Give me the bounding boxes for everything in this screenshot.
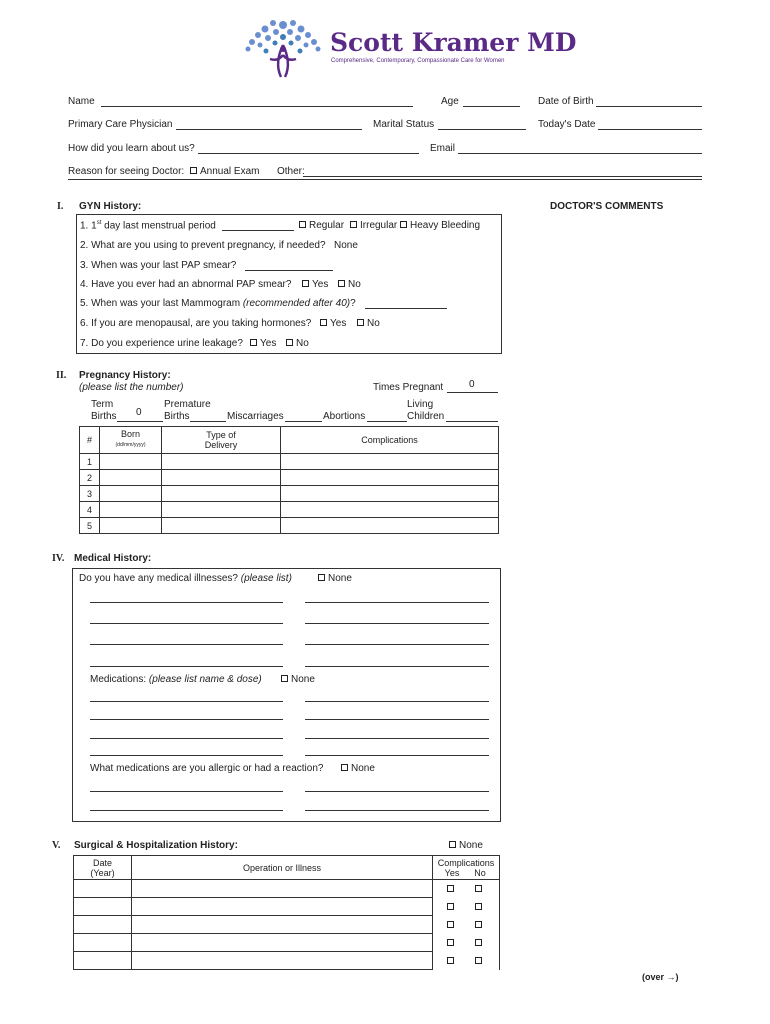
marital-field[interactable]: [438, 129, 526, 130]
heavy-bleeding-option[interactable]: Heavy Bleeding: [400, 220, 480, 231]
checkbox-icon: [475, 957, 482, 964]
col-date: Date (Year): [74, 856, 132, 880]
illness-none-option[interactable]: None: [318, 573, 352, 584]
term-births-label: Births: [91, 411, 117, 422]
leakage-yes[interactable]: Yes: [250, 338, 276, 349]
complications-cell: [433, 934, 500, 952]
write-in-line[interactable]: [305, 791, 489, 792]
checkbox-icon: [447, 885, 454, 892]
write-in-line[interactable]: [90, 755, 283, 756]
write-in-line[interactable]: [305, 719, 489, 720]
write-in-line[interactable]: [90, 666, 283, 667]
operation-cell[interactable]: [132, 934, 433, 952]
table-row: 4: [80, 502, 499, 518]
operation-cell[interactable]: [132, 898, 433, 916]
complications-no-checkbox[interactable]: [466, 938, 494, 948]
living-label: Living: [407, 399, 434, 410]
write-in-line[interactable]: [305, 644, 489, 645]
abortions-label: Abortions: [323, 411, 366, 422]
age-field[interactable]: [463, 106, 520, 107]
complications-no-checkbox[interactable]: [466, 884, 494, 894]
premature-births-field[interactable]: [190, 421, 226, 422]
checkbox-icon: [320, 319, 327, 326]
dob-label: Date of Birth: [538, 96, 594, 107]
table-row: 2: [80, 470, 499, 486]
email-label: Email: [430, 143, 456, 154]
gyn-q2: 2. What are you using to prevent pregnancy, if needed?: [80, 240, 326, 251]
term-births-field[interactable]: [117, 421, 163, 422]
section-title: Medical History:: [74, 553, 152, 564]
operation-cell[interactable]: [132, 880, 433, 898]
surgical-rows: [74, 880, 500, 970]
reason-line: [68, 179, 702, 180]
gyn-q3: 3. When was your last PAP smear?: [80, 260, 237, 271]
medications-label: Medications: (please list name & dose): [90, 674, 262, 685]
heard-label: How did you learn about us?: [68, 143, 195, 154]
allergy-question: What medications are you allergic or had a reaction?: [90, 763, 324, 774]
write-in-line[interactable]: [90, 810, 283, 811]
write-in-line[interactable]: [305, 623, 489, 624]
complications-cell: [433, 916, 500, 934]
section-title: Pregnancy History:: [79, 370, 171, 381]
write-in-line[interactable]: [305, 738, 489, 739]
miscarriages-field[interactable]: [285, 421, 322, 422]
checkbox-icon: [357, 319, 364, 326]
complications-cell: [433, 898, 500, 916]
heard-field[interactable]: [198, 153, 419, 154]
complications-yes-checkbox[interactable]: [438, 884, 466, 894]
medical-box: [72, 568, 501, 822]
brand-name: Scott Kramer MD: [330, 28, 577, 57]
write-in-line[interactable]: [305, 755, 489, 756]
write-in-line[interactable]: [305, 666, 489, 667]
write-in-line[interactable]: [90, 602, 283, 603]
premature-births-label: Births: [164, 411, 190, 422]
surgical-none-option[interactable]: None: [449, 840, 483, 851]
write-in-line[interactable]: [90, 791, 283, 792]
date-cell[interactable]: [74, 916, 132, 934]
pregnancy-table-header: [80, 427, 499, 454]
annual-exam-option[interactable]: Annual Exam: [190, 166, 259, 177]
write-in-line[interactable]: [90, 738, 283, 739]
col-delivery: Type of Delivery: [162, 427, 281, 454]
hormones-no[interactable]: No: [357, 318, 380, 329]
write-in-line[interactable]: [305, 701, 489, 702]
gyn-q4: 4. Have you ever had an abnormal PAP smear?: [80, 279, 292, 290]
checkbox-icon: [475, 903, 482, 910]
complications-yes-checkbox[interactable]: [438, 956, 466, 966]
write-in-line[interactable]: [90, 701, 283, 702]
col-complications: Complications Yes No: [433, 856, 500, 880]
surgical-table: [73, 855, 500, 970]
times-pregnant-label: Times Pregnant: [373, 382, 444, 393]
checkbox-icon: [447, 921, 454, 928]
lmp-field[interactable]: [222, 230, 294, 231]
times-pregnant-value: 0: [469, 379, 475, 390]
section-numeral: II.: [56, 370, 67, 381]
pregnancy-table: [79, 426, 499, 534]
section-title: GYN History:: [79, 201, 142, 212]
complications-cell: [433, 952, 500, 970]
checkbox-icon: [350, 221, 357, 228]
checkbox-icon: [341, 764, 348, 771]
other-field[interactable]: [303, 176, 702, 177]
miscarriages-label: Miscarriages: [227, 411, 284, 422]
checkbox-icon: [190, 167, 197, 174]
premature-label: Premature: [164, 399, 211, 410]
abnormal-pap-no[interactable]: No: [338, 279, 361, 290]
leakage-no[interactable]: No: [286, 338, 309, 349]
checkbox-icon: [449, 841, 456, 848]
operation-cell[interactable]: [132, 952, 433, 970]
date-cell[interactable]: [74, 934, 132, 952]
operation-cell[interactable]: [132, 916, 433, 934]
term-births-value: 0: [136, 407, 142, 418]
other-label: Other:: [277, 166, 305, 177]
pregnancy-note: (please list the number): [79, 382, 184, 393]
checkbox-icon: [302, 280, 309, 287]
date-cell[interactable]: [74, 952, 132, 970]
over-label: (over →): [642, 972, 679, 982]
table-row: 1: [80, 454, 499, 470]
write-in-line[interactable]: [90, 644, 283, 645]
allergy-none-option[interactable]: None: [341, 763, 375, 774]
checkbox-icon: [250, 339, 257, 346]
write-in-line[interactable]: [90, 719, 283, 720]
table-row: 3: [80, 486, 499, 502]
date-cell[interactable]: [74, 898, 132, 916]
pcp-field[interactable]: [176, 129, 362, 130]
hormones-yes[interactable]: Yes: [320, 318, 346, 329]
term-label: Term: [91, 399, 114, 410]
brand-tagline: Comprehensive, Contemporary, Compassionate Care for Women: [331, 58, 505, 64]
checkbox-icon: [475, 921, 482, 928]
pap-date-field[interactable]: [245, 270, 333, 271]
complications-no-checkbox[interactable]: [466, 902, 494, 912]
tree-logo-icon: [240, 15, 326, 81]
medications-none-option[interactable]: None: [281, 674, 315, 685]
mammogram-field[interactable]: [365, 308, 447, 309]
complications-cell: [433, 880, 500, 898]
section-numeral: IV.: [52, 553, 65, 564]
checkbox-icon: [286, 339, 293, 346]
name-field[interactable]: [101, 106, 413, 107]
email-field[interactable]: [458, 153, 702, 154]
table-row: [74, 898, 500, 916]
checkbox-icon: [447, 903, 454, 910]
checkbox-icon: [318, 574, 325, 581]
pcp-label: Primary Care Physician: [68, 119, 173, 130]
abortions-field[interactable]: [367, 421, 407, 422]
checkbox-icon: [447, 957, 454, 964]
checkbox-icon: [281, 675, 288, 682]
complications-no-checkbox[interactable]: [466, 956, 494, 966]
living-children-label: Children: [407, 411, 445, 422]
dob-field[interactable]: [596, 106, 702, 107]
checkbox-icon: [447, 939, 454, 946]
checkbox-icon: [400, 221, 407, 228]
section-numeral: V.: [52, 840, 61, 851]
table-row: 5: [80, 518, 499, 534]
date-cell[interactable]: [74, 880, 132, 898]
marital-label: Marital Status: [373, 119, 435, 130]
write-in-line[interactable]: [305, 810, 489, 811]
surgical-table-header: [74, 856, 500, 880]
irregular-option[interactable]: Irregular: [350, 220, 397, 231]
table-row: [74, 880, 500, 898]
checkbox-icon: [475, 939, 482, 946]
name-label: Name: [68, 96, 95, 107]
table-row: [74, 916, 500, 934]
today-field[interactable]: [598, 129, 702, 130]
gyn-q2-answer: None: [334, 240, 358, 251]
write-in-line[interactable]: [90, 623, 283, 624]
complications-no-checkbox[interactable]: [466, 920, 494, 930]
table-row: [74, 952, 500, 970]
checkbox-icon: [299, 221, 306, 228]
complications-yes-checkbox[interactable]: [438, 902, 466, 912]
col-born: Born (dd/mm/yyyy): [100, 427, 162, 454]
gyn-q5: 5. When was your last Mammogram (recommended after 40)?: [80, 298, 356, 309]
illness-question: Do you have any medical illnesses? (please list): [79, 573, 292, 584]
checkbox-icon: [338, 280, 345, 287]
today-label: Today's Date: [538, 119, 596, 130]
checkbox-icon: [475, 885, 482, 892]
age-label: Age: [441, 96, 459, 107]
complications-yes-checkbox[interactable]: [438, 938, 466, 948]
write-in-line[interactable]: [305, 602, 489, 603]
gyn-q7: 7. Do you experience urine leakage?: [80, 338, 243, 349]
regular-option[interactable]: Regular: [299, 220, 344, 231]
table-row: [74, 934, 500, 952]
complications-yes-checkbox[interactable]: [438, 920, 466, 930]
gyn-q1: 1. 1st day last menstrual period: [80, 220, 216, 232]
col-number: #: [80, 427, 100, 454]
col-operation: Operation or Illness: [132, 856, 433, 880]
col-complications: Complications: [281, 427, 499, 454]
section-numeral: I.: [57, 201, 64, 212]
gyn-q6: 6. If you are menopausal, are you taking hormones?: [80, 318, 312, 329]
living-children-field[interactable]: [446, 421, 498, 422]
reason-label: Reason for seeing Doctor:: [68, 166, 185, 177]
abnormal-pap-yes[interactable]: Yes: [302, 279, 328, 290]
section-title: Surgical & Hospitalization History:: [74, 840, 238, 851]
doctor-comments-label: DOCTOR'S COMMENTS: [550, 201, 664, 212]
times-pregnant-field[interactable]: [447, 392, 498, 393]
